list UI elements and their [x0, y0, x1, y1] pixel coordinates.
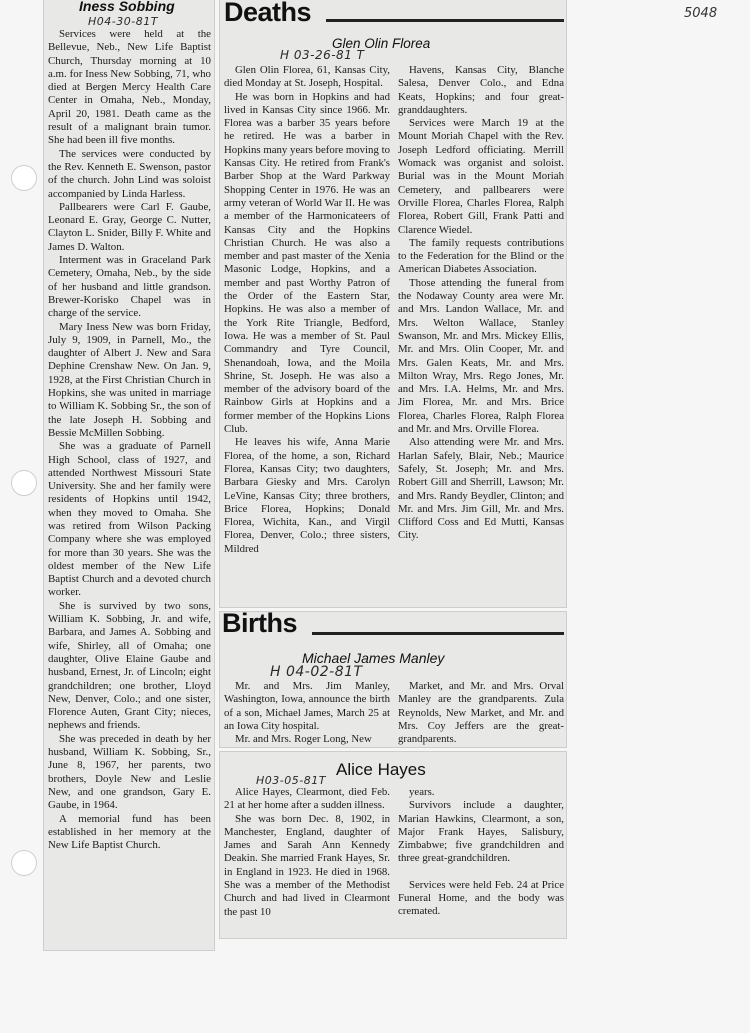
headline: Alice Hayes	[336, 760, 426, 779]
binder-hole	[11, 470, 37, 496]
section-title: Births	[222, 612, 298, 638]
paragraph: Services were March 19 at the Mount Moriah Chapel with the Rev. Joseph Ledford officiating. Merrill Womack was organist and soloist. Burial was in the Mount Moriah Cemetery, and pallbearers were Orville Florea, Charles Florea, Ralph Florea, Robert Gill, Frank Patti and Clarence Wiedel.	[398, 117, 564, 236]
paragraph: Interment was in Graceland Park Cemetery, Omaha, Neb., by the side of her husband and little grandson. Brewer-Korisko Chapel was in charge of the service.	[48, 254, 211, 320]
paragraph: years.	[409, 786, 435, 798]
paragraph: The family requests contributions to the Federation for the Blind or the American Diabetes Association.	[398, 236, 564, 276]
paragraph: The services were conducted by the Rev. Kenneth E. Swenson, pastor of the church. John Lind was soloist accompanied by Linda Harless.	[48, 147, 211, 200]
paragraph: She was born Dec. 8, 1902, in Manchester, England, daughter of James and Sarah Ann Kennedy Deakin. She married Frank Hayes, Sr. in England in 1923. He died in 1968. She was a member of the Methodist Church and had lived in Clearmont the past 10	[224, 812, 390, 918]
paragraph: Mr. and Mrs. Jim Manley, Washington, Iowa, announce the birth of a son, Michael James, March 25 at an Iowa City hospital.	[224, 680, 390, 732]
section-title: Deaths	[224, 0, 312, 27]
handwritten-date: H04-30-81T	[88, 15, 158, 28]
paragraph: Mary Iness New was born Friday, July 9, 1909, in Parnell, Mo., the daughter of Albert J. New and Sara Dephine Crenshaw New. On Jan. 9, 1928, at the First Christian Church in Hopkins, she was united in marriage to William K. Sobbing Sr., the son of the late Joseph H. Sobbing and Bessie McMillen Sobbing.	[48, 320, 211, 439]
article-text-col1	[224, 64, 390, 556]
deaths-clipping	[220, 0, 566, 607]
paragraph: He leaves his wife, Anna Marie Florea, of the home, a son, Richard Florea, Kansas City; two daughters, Barbara Giesky and Mrs. Carolyn LeVine, Kansas City; three brothers, Brice Florea, Hopkins; Donald Florea, Wichita, Kan., and Virgil Florea, Denver, Colo.; three sisters, Mildred	[224, 436, 390, 555]
paragraph: She is survived by two sons, William K. Sobbing, Jr. and wife, Barbara, and James A. Sobbing and wife, Shirley, all of Omaha; one daughter, Olive Elaine Gaube and husband, Ernest, Jr. of Lincoln; eight grandchildren; one brother, Lloyd New, Denver, Colo.; and one sister, Florence Auten, Grant City; nieces, nephews and friends.	[48, 599, 211, 732]
obituary-clipping-hayes	[220, 752, 566, 938]
article-text-col2	[398, 64, 564, 543]
obituary-clipping-sobbing	[44, 0, 214, 950]
binder-hole	[11, 850, 37, 876]
paragraph: Mr. and Mrs. Roger Long, New	[235, 733, 372, 746]
article-text-col2	[398, 786, 564, 919]
headline: Michael James Manley	[302, 650, 445, 666]
article-text-col1	[224, 680, 390, 746]
paragraph: Those attending the funeral from the Nodaway County area were Mr. and Mrs. Landon Wallace, Mr. and Mrs. Welton Wallace, Stanley Swanson, Mr. and Mrs. Mickey Ellis, Mr. and Mrs. Olin Cooper, Mr. and Mrs. Galen Keats, Mr. and Mrs. Milton Wray, Mrs. Rego Jones, Mr. and Mrs. I.A. Helms, Mr. and Mrs. Jim Florea, Mr. and Mrs. Brice Florea, Charles Florea, Ralph Florea and Mr. and Mrs. Orville Florea.	[398, 276, 564, 436]
binder-hole	[11, 165, 37, 191]
paragraph: Glen Olin Florea, 61, Kansas City, died Monday at St. Joseph, Hospital.	[224, 64, 390, 90]
headline: Iness Sobbing	[79, 0, 175, 14]
handwritten-date: H 04-02-81T	[270, 664, 363, 680]
page-number: 5048	[684, 6, 718, 21]
article-text	[48, 28, 211, 852]
article-text-col1	[224, 786, 390, 919]
paragraph: She was a graduate of Parnell High School, class of 1927, and attended Northwest Missouri State University. She and her family were residents of Hopkins until 1942, when they moved to Omaha. She was retired from Wilson Packing Company where she was employed for more than 30 years. She was the oldest member of the New Life Baptist Church and a devoted church worker.	[48, 440, 211, 599]
divider	[312, 632, 564, 635]
paragraph: Pallbearers were Carl F. Gaube, Leonard E. Gray, George C. Nutter, Clayton L. Snider, Billy F. White and James D. Walton.	[48, 200, 211, 253]
paragraph: Services were held Feb. 24 at Price Funeral Home, and the body was cremated.	[398, 878, 564, 918]
handwritten-date: H 03-26-81 T	[280, 48, 365, 62]
paragraph: Services were held at the Bellevue, Neb., New Life Baptist Church, Thursday morning at 10 a.m. for Iness New Sobbing, 71, who died at Bergen Mercy Health Care Center in Omaha, Neb., Monday, April 20, 1981. Death came as the result of a malignant brain tumor. She had been ill five months.	[48, 28, 211, 147]
paragraph: Alice Hayes, Clearmont, died Feb. 21 at her home after a sudden illness.	[224, 786, 390, 812]
handwritten-date: H03-05-81T	[256, 774, 326, 787]
births-clipping	[220, 612, 566, 747]
paragraph: Survivors include a daughter, Marian Hawkins, Clearmont, a son, Major Frank Hayes, Salisbury, Zimbabwe; five grandchildren and three great-grandchildren.	[398, 799, 564, 865]
headline: Glen Olin Florea	[332, 36, 431, 51]
article-text-col2	[398, 680, 564, 746]
paragraph: She was preceded in death by her husband, William K. Sobbing, Sr., June 8, 1967, her parents, two brothers, Doyle New and Leslie New, and one grandson, Gary E. Gaube, in 1964.	[48, 732, 211, 812]
paragraph: Market, and Mr. and Mrs. Orval Manley are the grandparents. Zula Reynolds, New Market, and Mr. and Mrs. Coy Jeffers are the great-grandparents.	[398, 680, 564, 746]
paragraph: A memorial fund has been established in her memory at the New Life Baptist Church.	[48, 812, 211, 852]
paragraph: Havens, Kansas City, Blanche Salesa, Denver Colo., and Edna Keats, Hopkins; and four great-granddaughters.	[398, 64, 564, 116]
paragraph: He was born in Hopkins and had lived in Kansas City since 1966. Mr. Florea was a barber 35 years before he retired. He was a barber in Hopkins many years before moving to Kansas City. He retired from Frank's Barber Shop at the Ward Parkway Shopping Center in 1976. He was an army veteran of World War II. He was a member of the Harmonicateers of Kansas City and the Hopkins Christian Church. He was also a member and past master of the Xenia Masonic Lodge, Hopkins, and a member and past Worthy Patron of the Order of the Eastern Star, Hopkins. He was also a member of the York Rite Triangle, Bedford, Iowa. He was a member of St. Paul Commandry and Tyre Council, Shenandoah, Iowa, and the Moila Shrine, St. Joseph. He was also a member of the advisory board of the Rainbow Girls at Hopkins and a former member of the Hopkins Lions Club.	[224, 90, 390, 436]
paragraph: Also attending were Mr. and Mrs. Harlan Safely, Blair, Neb.; Maurice Safely, St. Joseph; Mr. and Mrs. Robert Gill and Sherrill, Lawson; Mr. and Mrs. Randy Beydler, Clinton; and Mr. and Mrs. Jim Gill, Mr. and Mrs. Clifford Coss and Ed Mutti, Kansas City.	[398, 436, 564, 542]
divider	[326, 19, 564, 22]
